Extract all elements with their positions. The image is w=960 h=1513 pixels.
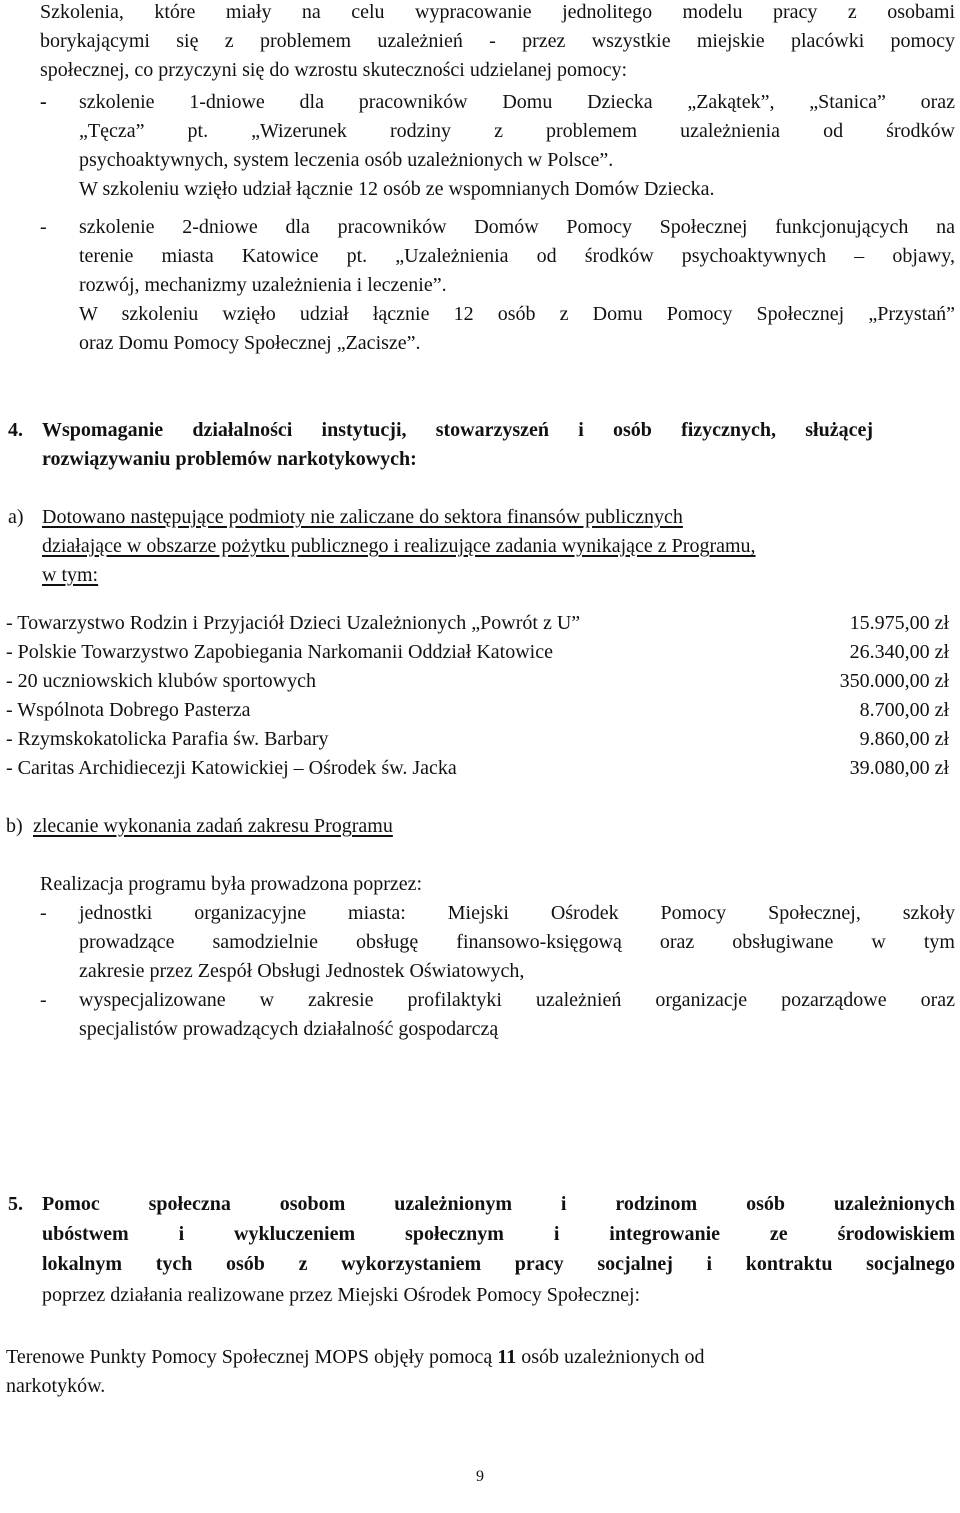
section-heading: lokalnym tych osób z wykorzystaniem pracy socjalnej i kontraktu socjalnego (42, 1253, 955, 1275)
closing-line: narkotyków. (6, 1375, 106, 1397)
section-number: 4. (8, 419, 23, 441)
intro-line: Szkolenia, które miały na celu wypracowanie jednolitego modelu pracy z osobami (40, 1, 955, 23)
training-line: oraz Domu Pomocy Społecznej „Zacisze”. (79, 332, 421, 354)
training-line: szkolenie 1-dniowe dla pracowników Domu Dziecka „Zakątek”, „Stanica” oraz (79, 91, 955, 113)
grant-name: - Wspólnota Dobrego Pasterza (6, 699, 251, 721)
realization-line: jednostki organizacyjne miasta: Miejski Ośrodek Pomocy Społecznej, szkoły (79, 902, 955, 924)
realization-line: specjalistów prowadzących działalność gospodarczą (79, 1018, 499, 1040)
section-heading: poprzez działania realizowane przez Miejski Ośrodek Pomocy Społecznej: (42, 1284, 641, 1306)
intro-line: borykającymi się z problemem uzależnień - przez wszystkie miejskie placówki pomocy (40, 30, 955, 52)
list-dash: - (40, 989, 47, 1011)
training-line: szkolenie 2-dniowe dla pracowników Domów Pomocy Społecznej funkcjonujących na (79, 216, 955, 238)
grant-name: - Rzymskokatolicka Parafia św. Barbary (6, 728, 329, 750)
item-marker: b) (6, 815, 23, 837)
grant-amount: 350.000,00 zł (839, 670, 949, 692)
training-line: „Tęcza” pt. „Wizerunek rodziny z problemem uzależnienia od środków (79, 120, 955, 142)
item-heading: Dotowano następujące podmioty nie zaliczane do sektora finansów publicznych (42, 506, 683, 528)
grant-amount: 26.340,00 zł (849, 641, 949, 663)
closing-text: osób uzależnionych od (516, 1346, 705, 1368)
page-number: 9 (476, 1468, 484, 1485)
item-heading: działające w obszarze pożytku publicznego i realizujące zadania wynikające z Programu, (42, 535, 756, 557)
training-line: rozwój, mechanizmy uzależnienia i leczenie”. (79, 274, 447, 296)
grant-amount: 8.700,00 zł (859, 699, 949, 721)
grant-name: - Caritas Archidiecezji Katowickiej – Ośrodek św. Jacka (6, 757, 457, 779)
section-number: 5. (8, 1193, 23, 1215)
section-heading: ubóstwem i wykluczeniem społecznym i integrowanie ze środowiskiem (42, 1223, 955, 1245)
realization-intro: Realizacja programu była prowadzona poprzez: (40, 873, 423, 895)
closing-count: 11 (497, 1346, 517, 1368)
grant-name: - Towarzystwo Rodzin i Przyjaciół Dzieci Uzależnionych „Powrót z U” (6, 612, 581, 634)
training-line: W szkoleniu wzięło udział łącznie 12 osób ze wspomnianych Domów Dziecka. (79, 178, 715, 200)
section-heading: Wspomaganie działalności instytucji, stowarzyszeń i osób fizycznych, służącej (42, 419, 873, 441)
list-dash: - (40, 216, 47, 238)
grant-name: - 20 uczniowskich klubów sportowych (6, 670, 316, 692)
intro-line: społecznej, co przyczyni się do wzrostu skuteczności udzielanej pomocy: (40, 59, 628, 81)
realization-line: prowadzące samodzielnie obsługę finansowo-księgową oraz obsługiwane w tym (79, 931, 955, 953)
realization-line: wyspecjalizowane w zakresie profilaktyki uzależnień organizacje pozarządowe oraz (79, 989, 955, 1011)
grant-name: - Polskie Towarzystwo Zapobiegania Narkomanii Oddział Katowice (6, 641, 553, 663)
list-dash: - (40, 902, 47, 924)
training-line: terenie miasta Katowice pt. „Uzależnienia od środków psychoaktywnych – objawy, (79, 245, 955, 267)
training-line: W szkoleniu wzięło udział łącznie 12 osób z Domu Pomocy Społecznej „Przystań” (79, 303, 955, 325)
section-heading: rozwiązywaniu problemów narkotykowych: (42, 448, 417, 470)
realization-line: zakresie przez Zespół Obsługi Jednostek Oświatowych, (79, 960, 525, 982)
grant-amount: 39.080,00 zł (849, 757, 949, 779)
section-heading: Pomoc społeczna osobom uzależnionym i rodzinom osób uzależnionych (42, 1193, 955, 1215)
item-heading: w tym: (42, 564, 99, 586)
closing-text: Terenowe Punkty Pomocy Społecznej MOPS objęły pomocą (6, 1346, 498, 1368)
item-marker: a) (8, 506, 24, 528)
item-heading: zlecanie wykonania zadań zakresu Programu (33, 815, 393, 837)
list-dash: - (40, 91, 47, 113)
training-line: psychoaktywnych, system leczenia osób uzależnionych w Polsce”. (79, 149, 614, 171)
grant-amount: 9.860,00 zł (859, 728, 949, 750)
closing-line (6, 1343, 705, 1372)
grant-amount: 15.975,00 zł (849, 612, 949, 634)
